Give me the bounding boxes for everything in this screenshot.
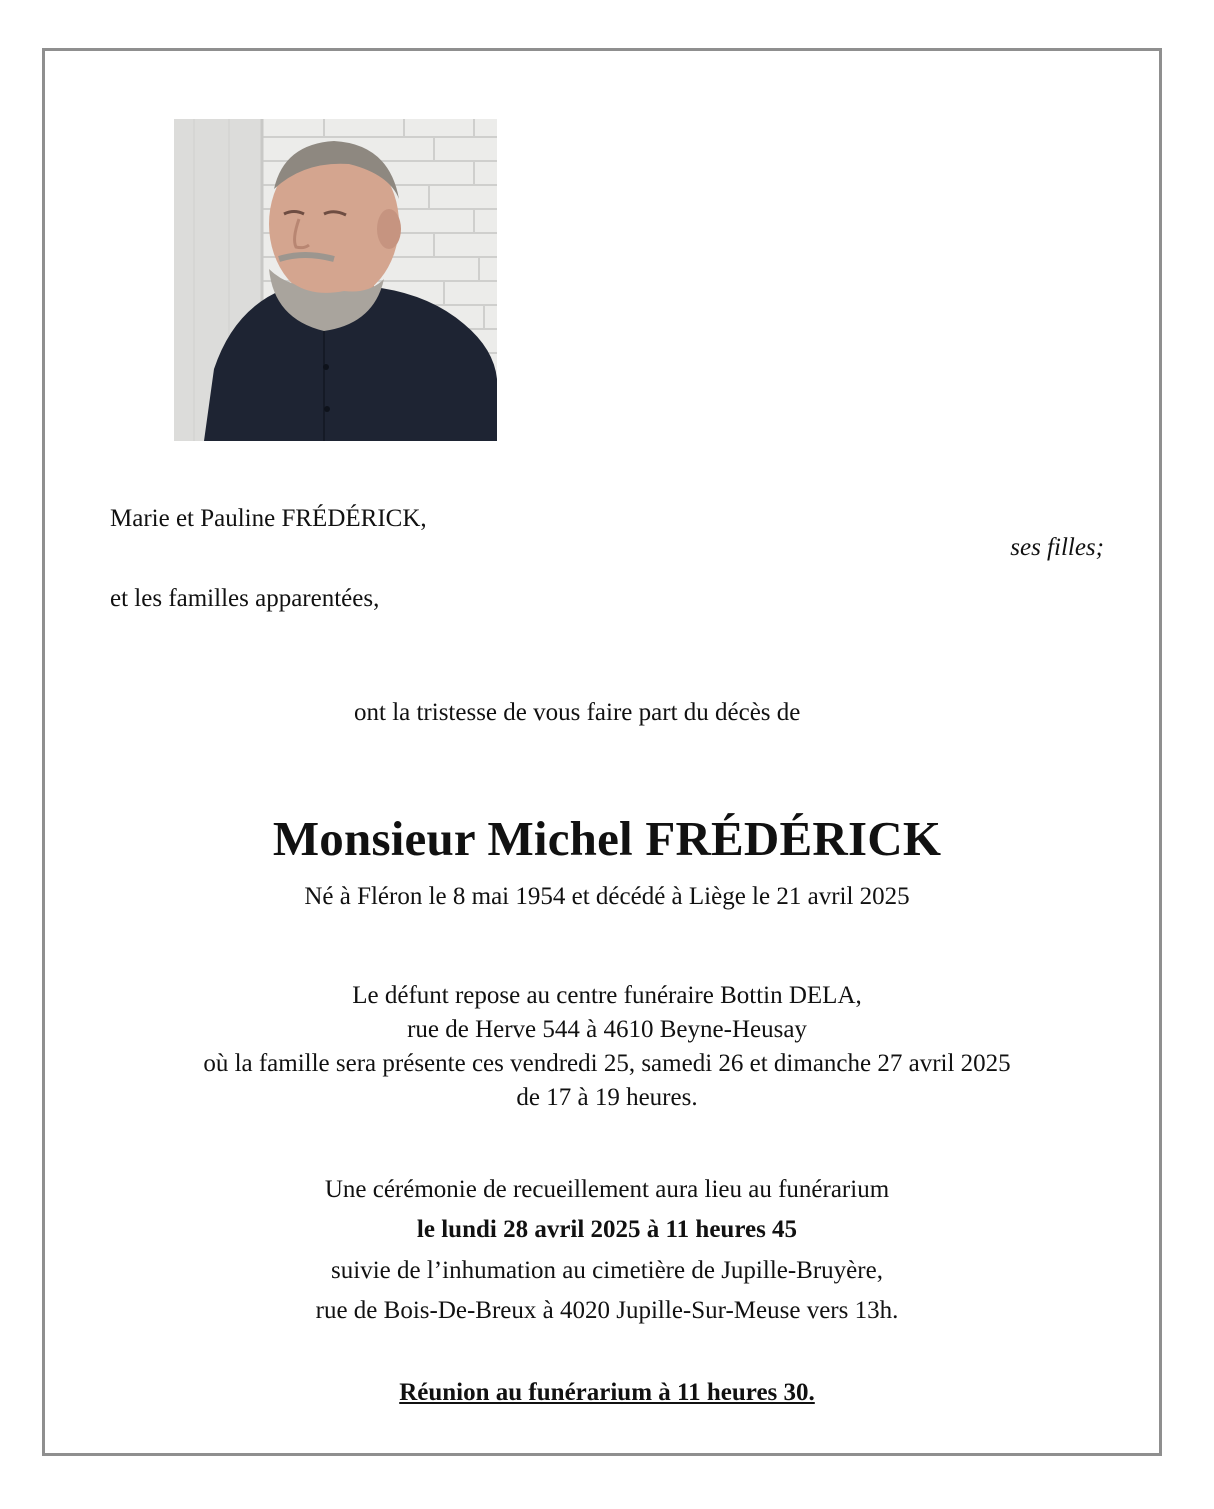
burial-address: rue de Bois-De-Breux à 4020 Jupille-Sur-Meuse vers 13h. [315,1297,899,1324]
family-names: Marie et Pauline FRÉDÉRICK, [110,505,427,532]
visitation-location: Le défunt repose au centre funéraire Bottin DELA, [352,982,862,1009]
visitation-days: où la famille sera présente ces vendredi 25, samedi 26 et dimanche 27 avril 2025 [203,1050,1011,1077]
visitation-hours: de 17 à 19 heures. [516,1084,698,1111]
extended-family: et les familles apparentées, [110,585,380,612]
ceremony-intro: Une cérémonie de recueillement aura lieu au funérarium [324,1176,890,1203]
portrait-photo [174,119,497,441]
deceased-name: Monsieur Michel FRÉDÉRICK [272,811,942,866]
ceremony-datetime: le lundi 28 avril 2025 à 11 heures 45 [416,1216,798,1243]
burial-info: suivie de l’inhumation au cimetière de Jupille-Bruyère, [331,1257,883,1284]
visitation-address: rue de Herve 544 à 4610 Beyne-Heusay [407,1016,807,1043]
announcement-text: ont la tristesse de vous faire part du décès de [354,699,801,726]
meeting-notice: Réunion au funérarium à 11 heures 30. [399,1379,815,1406]
birth-death-dates: Né à Fléron le 8 mai 1954 et décédé à Liège le 21 avril 2025 [304,883,910,910]
family-relation: ses filles; [1010,534,1104,561]
